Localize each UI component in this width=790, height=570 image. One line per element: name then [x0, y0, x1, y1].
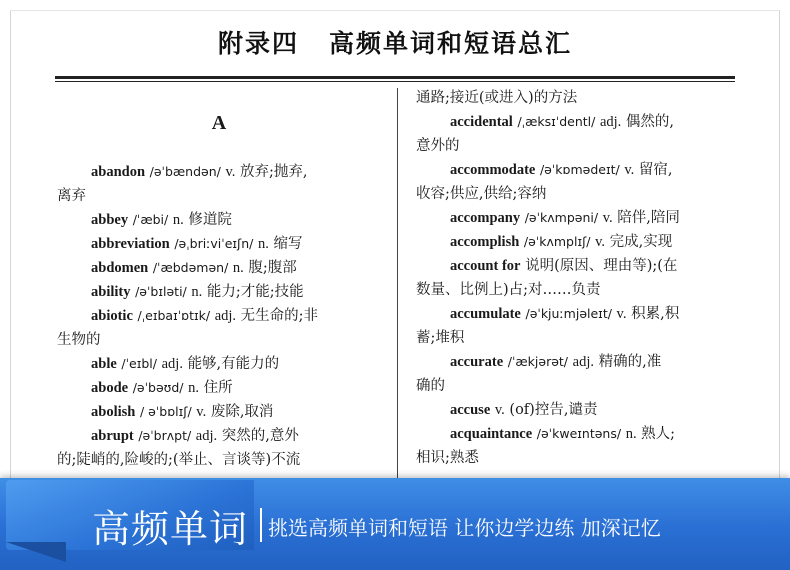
entry-phonetic: /ˈæbi/ — [132, 212, 169, 227]
column-divider — [397, 88, 398, 480]
entry-phonetic: /ˌeɪbaɪˈɒtɪk/ — [137, 308, 211, 323]
banner-fold — [6, 542, 66, 562]
entry-headword: accuse — [450, 402, 491, 418]
dictionary-entry — [57, 352, 381, 376]
dictionary-entry — [57, 208, 381, 232]
dictionary-entry — [57, 424, 381, 448]
entry-continuation: 生物的 — [57, 332, 101, 348]
entry-definition: 放弃;抛弃, — [240, 164, 308, 180]
entry-definition: 留宿, — [638, 162, 673, 178]
title-appendix: 附录四 — [217, 29, 299, 58]
entry-part-of-speech: adj. — [161, 356, 183, 372]
entry-part-of-speech: v. — [602, 210, 613, 226]
entry-headword: abbreviation — [91, 236, 170, 252]
entry-definition: (of)控告,谴责 — [509, 402, 598, 418]
entry-part-of-speech: v. — [225, 164, 236, 180]
entry-headword: abode — [91, 380, 129, 396]
entry-definition: 精确的,准 — [598, 354, 662, 370]
entry-headword: accurate — [450, 354, 504, 370]
entry-headword: abandon — [91, 164, 146, 180]
entry-part-of-speech: adj. — [572, 354, 594, 370]
entry-headword: accompany — [450, 210, 521, 226]
entry-phonetic: /ˈækjərət/ — [507, 354, 569, 369]
dictionary-entry — [416, 230, 744, 254]
page-title — [0, 24, 790, 60]
entry-headword: accidental — [450, 114, 513, 130]
entry-phonetic: /ˈæbdəmən/ — [152, 260, 229, 275]
entry-phonetic: /əˈkweɪntəns/ — [536, 426, 622, 441]
dictionary-entry — [57, 160, 381, 184]
entry-phonetic: /əˈkʌmpəni/ — [524, 210, 599, 225]
title-rule-thin — [55, 81, 735, 82]
entry-phonetic: /əˈbændən/ — [149, 164, 221, 179]
entry-continuation: 意外的 — [416, 138, 460, 154]
entry-phonetic: /ˌæksɪˈdentl/ — [517, 114, 596, 129]
banner-subtitle: 挑选高频单词和短语 让你边学边练 加深记忆 — [268, 516, 661, 540]
dictionary-entry — [416, 302, 744, 326]
entry-phonetic: /əˈbrʌpt/ — [138, 428, 192, 443]
entry-phonetic: / əˈbɒlɪʃ/ — [139, 404, 192, 419]
entry-part-of-speech: n. — [258, 236, 269, 252]
entry-part-of-speech: v. — [624, 162, 635, 178]
entry-part-of-speech: v. — [595, 234, 606, 250]
entry-phonetic: /əˈkɒmədeɪt/ — [539, 162, 620, 177]
entry-definition: 积累,积 — [631, 306, 680, 322]
entry-part-of-speech: v. — [616, 306, 627, 322]
entry-continuation: 的;陡峭的,险峻的;(举止、言谈等)不流 — [57, 452, 301, 468]
entry-part-of-speech: adj. — [599, 114, 622, 130]
entry-continuation: 收容;供应,供给;容纳 — [416, 186, 547, 202]
entry-part-of-speech: n. — [172, 212, 184, 228]
banner-divider — [260, 508, 262, 542]
entry-headword: abiotic — [91, 308, 133, 324]
entry-headword: ability — [91, 284, 131, 300]
entry-part-of-speech: v. — [494, 402, 505, 418]
entry-headword: abolish — [91, 404, 136, 420]
entry-continuation: 离弃 — [57, 188, 86, 204]
entry-phonetic: /əˈbɪləti/ — [135, 284, 187, 299]
entry-continuation: 确的 — [416, 378, 445, 394]
entry-phonetic: /əˈbəʊd/ — [132, 380, 184, 395]
right-column-top-line: 通路;接近(或进入)的方法 — [416, 90, 578, 106]
entry-part-of-speech: n. — [188, 380, 200, 396]
entry-definition: 腹;腹部 — [248, 260, 297, 276]
entry-part-of-speech: n. — [191, 284, 203, 300]
entry-part-of-speech: adj. — [195, 428, 218, 444]
entry-part-of-speech: n. — [625, 426, 637, 442]
entry-definition: 熟人; — [641, 426, 676, 442]
entry-definition: 无生命的;非 — [240, 308, 319, 324]
entry-definition: 废除,取消 — [210, 404, 274, 420]
entry-headword: account for — [450, 258, 521, 274]
entry-headword: abrupt — [91, 428, 134, 444]
section-letter: A — [211, 112, 227, 134]
entry-part-of-speech: n. — [232, 260, 244, 276]
entry-phonetic: /əˌbriːviˈeɪʃn/ — [174, 236, 254, 251]
entry-definition: 偶然的, — [625, 114, 674, 130]
entry-definition: 修道院 — [188, 212, 232, 228]
dictionary-entry — [416, 110, 744, 134]
entry-headword: accumulate — [450, 306, 521, 322]
dictionary-entry — [57, 232, 381, 256]
dictionary-entry — [57, 304, 381, 328]
entry-phonetic: /ˈeɪbl/ — [121, 356, 157, 371]
dictionary-entry — [57, 400, 381, 424]
entry-definition: 缩写 — [273, 236, 303, 252]
dictionary-entry — [416, 158, 744, 182]
entry-definition: 完成,实现 — [609, 234, 673, 250]
promo-banner — [0, 478, 790, 570]
dictionary-entry — [57, 280, 381, 304]
entry-definition: 说明(原因、理由等);(在 — [525, 258, 678, 274]
dictionary-entry — [57, 256, 381, 280]
title-rule-thick — [55, 76, 735, 79]
dictionary-entry — [416, 350, 744, 374]
entry-headword: abdomen — [91, 260, 149, 276]
entry-part-of-speech: adj. — [214, 308, 237, 324]
dictionary-entry — [57, 376, 381, 400]
entry-definition: 能力;才能;技能 — [206, 284, 304, 300]
entry-part-of-speech: v. — [196, 404, 207, 420]
entry-phonetic: /əˈkjuːmjəleɪt/ — [525, 306, 612, 321]
entry-continuation: 蓄;堆积 — [416, 330, 465, 346]
entry-headword: accomplish — [450, 234, 520, 250]
right-column — [416, 86, 744, 470]
left-column — [57, 160, 381, 472]
entry-definition: 能够,有能力的 — [187, 356, 280, 372]
entry-headword: abbey — [91, 212, 129, 228]
dictionary-entry — [416, 398, 744, 422]
dictionary-entry — [416, 206, 744, 230]
entry-phonetic: /əˈkʌmplɪʃ/ — [523, 234, 591, 249]
entry-definition: 陪伴,陪同 — [617, 210, 680, 226]
entry-continuation: 相识;熟悉 — [416, 450, 479, 466]
dictionary-entry — [416, 422, 744, 446]
entry-definition: 住所 — [203, 380, 233, 396]
entry-headword: able — [91, 356, 117, 372]
entry-definition: 突然的,意外 — [221, 428, 299, 444]
entry-headword: acquaintance — [450, 426, 533, 442]
entry-continuation: 数量、比例上)占;对……负责 — [416, 282, 601, 298]
dictionary-entry — [416, 254, 744, 278]
banner-title: 高频单词 — [92, 507, 249, 551]
title-text: 高频单词和短语总汇 — [329, 29, 573, 58]
entry-headword: accommodate — [450, 162, 536, 178]
